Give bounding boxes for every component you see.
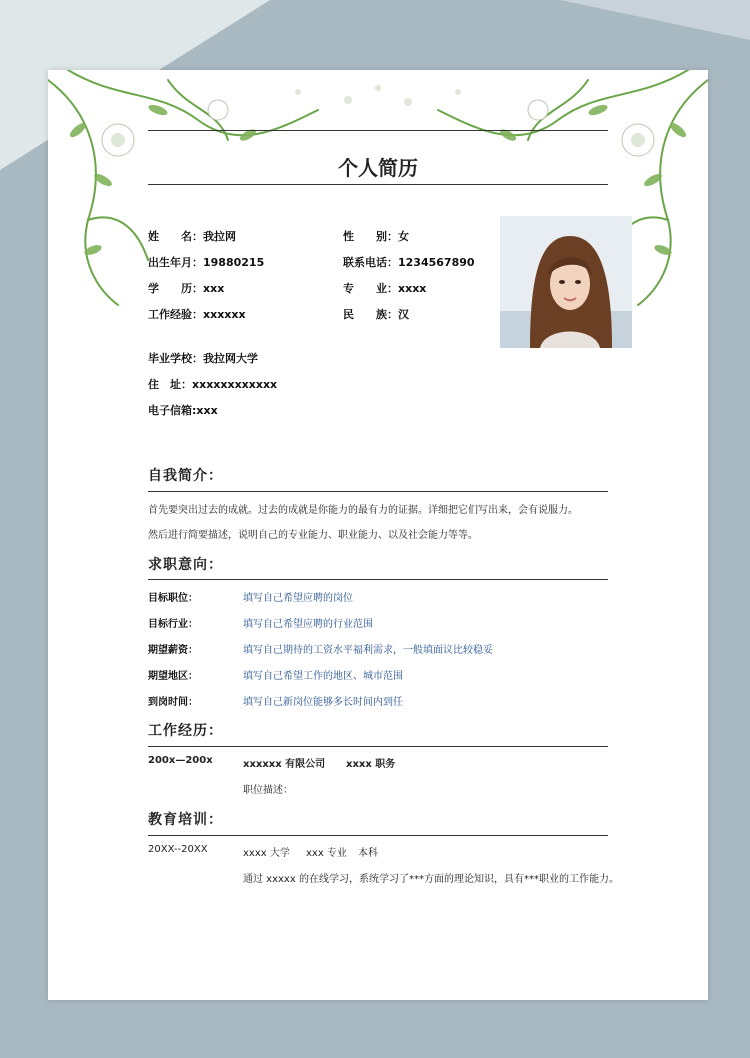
work-desc-label: 职位描述： — [243, 785, 293, 796]
gender-field — [343, 228, 409, 244]
birth-label: 出生年月： — [148, 256, 203, 269]
self-intro-line — [148, 491, 608, 492]
education-desc: 通过 xxxxx 的在线学习，系统学习了***方面的理论知识，具有***职业的工作能力。 — [243, 874, 619, 885]
title-top-line — [148, 130, 608, 131]
name-value: 我拉网 — [203, 230, 236, 243]
education-line — [148, 835, 608, 836]
email-value: xxx — [196, 404, 218, 417]
expected-salary-value: 填写自己期待的工资水平福利需求，一般填面议比较稳妥 — [243, 645, 493, 656]
resume-paper — [48, 70, 708, 1000]
school-value: 我拉网大学 — [203, 352, 258, 365]
work-company: xxxxxx 有限公司 — [243, 759, 326, 770]
work-position: xxxx 职务 — [346, 759, 396, 770]
email-field — [148, 402, 218, 418]
expected-salary-label: 期望薪资： — [148, 645, 198, 656]
title-bottom-line — [148, 184, 608, 185]
email-label: 电子信箱: — [148, 404, 197, 417]
portrait-image — [500, 216, 632, 348]
work-heading: 工作经历： — [148, 723, 223, 739]
education-period: 20XX--20XX — [148, 844, 208, 855]
education-heading: 教育培训： — [148, 812, 223, 828]
resume-title: 个人简历 — [338, 156, 418, 180]
gender-label: 性 别： — [343, 230, 398, 243]
major-label: 专 业： — [343, 282, 398, 295]
ethnicity-value: 汉 — [398, 308, 409, 321]
ethnicity-field — [343, 306, 409, 322]
work-period: 200x—200x — [148, 755, 213, 766]
target-industry-value: 填写自己希望应聘的行业范围 — [243, 619, 373, 630]
major-value: xxxx — [398, 282, 427, 295]
birth-value: 19880215 — [203, 256, 265, 269]
education-field — [148, 280, 224, 296]
target-position-value: 填写自己希望应聘的岗位 — [243, 593, 353, 604]
work-line — [148, 746, 608, 747]
ethnicity-label: 民 族： — [343, 308, 398, 321]
job-intent-line — [148, 579, 608, 580]
name-label: 姓 名： — [148, 230, 203, 243]
experience-value: xxxxxx — [203, 308, 246, 321]
phone-field — [343, 254, 475, 270]
experience-field — [148, 306, 246, 322]
self-intro-heading: 自我简介： — [148, 468, 223, 484]
birth-field — [148, 254, 264, 270]
target-industry-label: 目标行业： — [148, 619, 198, 630]
education-school: xxxx 大学 — [243, 848, 290, 859]
education-major: xxx 专业 — [306, 848, 347, 859]
target-position-label: 目标职位： — [148, 593, 198, 604]
address-value: xxxxxxxxxxxx — [192, 378, 278, 391]
phone-label: 联系电话： — [343, 256, 398, 269]
expected-region-value: 填写自己希望工作的地区、城市范围 — [243, 671, 403, 682]
name-field — [148, 228, 236, 244]
expected-region-label: 期望地区： — [148, 671, 198, 682]
education-value: xxx — [203, 282, 225, 295]
phone-value: 1234567890 — [398, 256, 475, 269]
experience-label: 工作经验： — [148, 308, 203, 321]
self-intro-line-1: 首先要突出过去的成就。过去的成就是你能力的最有力的证据。详细把它们写出来，会有说服力。 — [148, 505, 578, 516]
education-label: 学 历： — [148, 282, 203, 295]
address-field — [148, 376, 277, 392]
self-intro-line-2: 然后进行简要描述，说明自己的专业能力、职业能力、以及社会能力等等。 — [148, 530, 478, 541]
school-field — [148, 350, 258, 366]
start-time-label: 到岗时间： — [148, 697, 198, 708]
address-label: 住 址： — [148, 378, 192, 391]
gender-value: 女 — [398, 230, 409, 243]
education-degree: 本科 — [358, 848, 378, 859]
major-field — [343, 280, 426, 296]
profile-photo — [500, 216, 632, 348]
school-label: 毕业学校： — [148, 352, 203, 365]
job-intent-heading: 求职意向： — [148, 557, 223, 573]
start-time-value: 填写自己新岗位能够多长时间内到任 — [243, 697, 403, 708]
